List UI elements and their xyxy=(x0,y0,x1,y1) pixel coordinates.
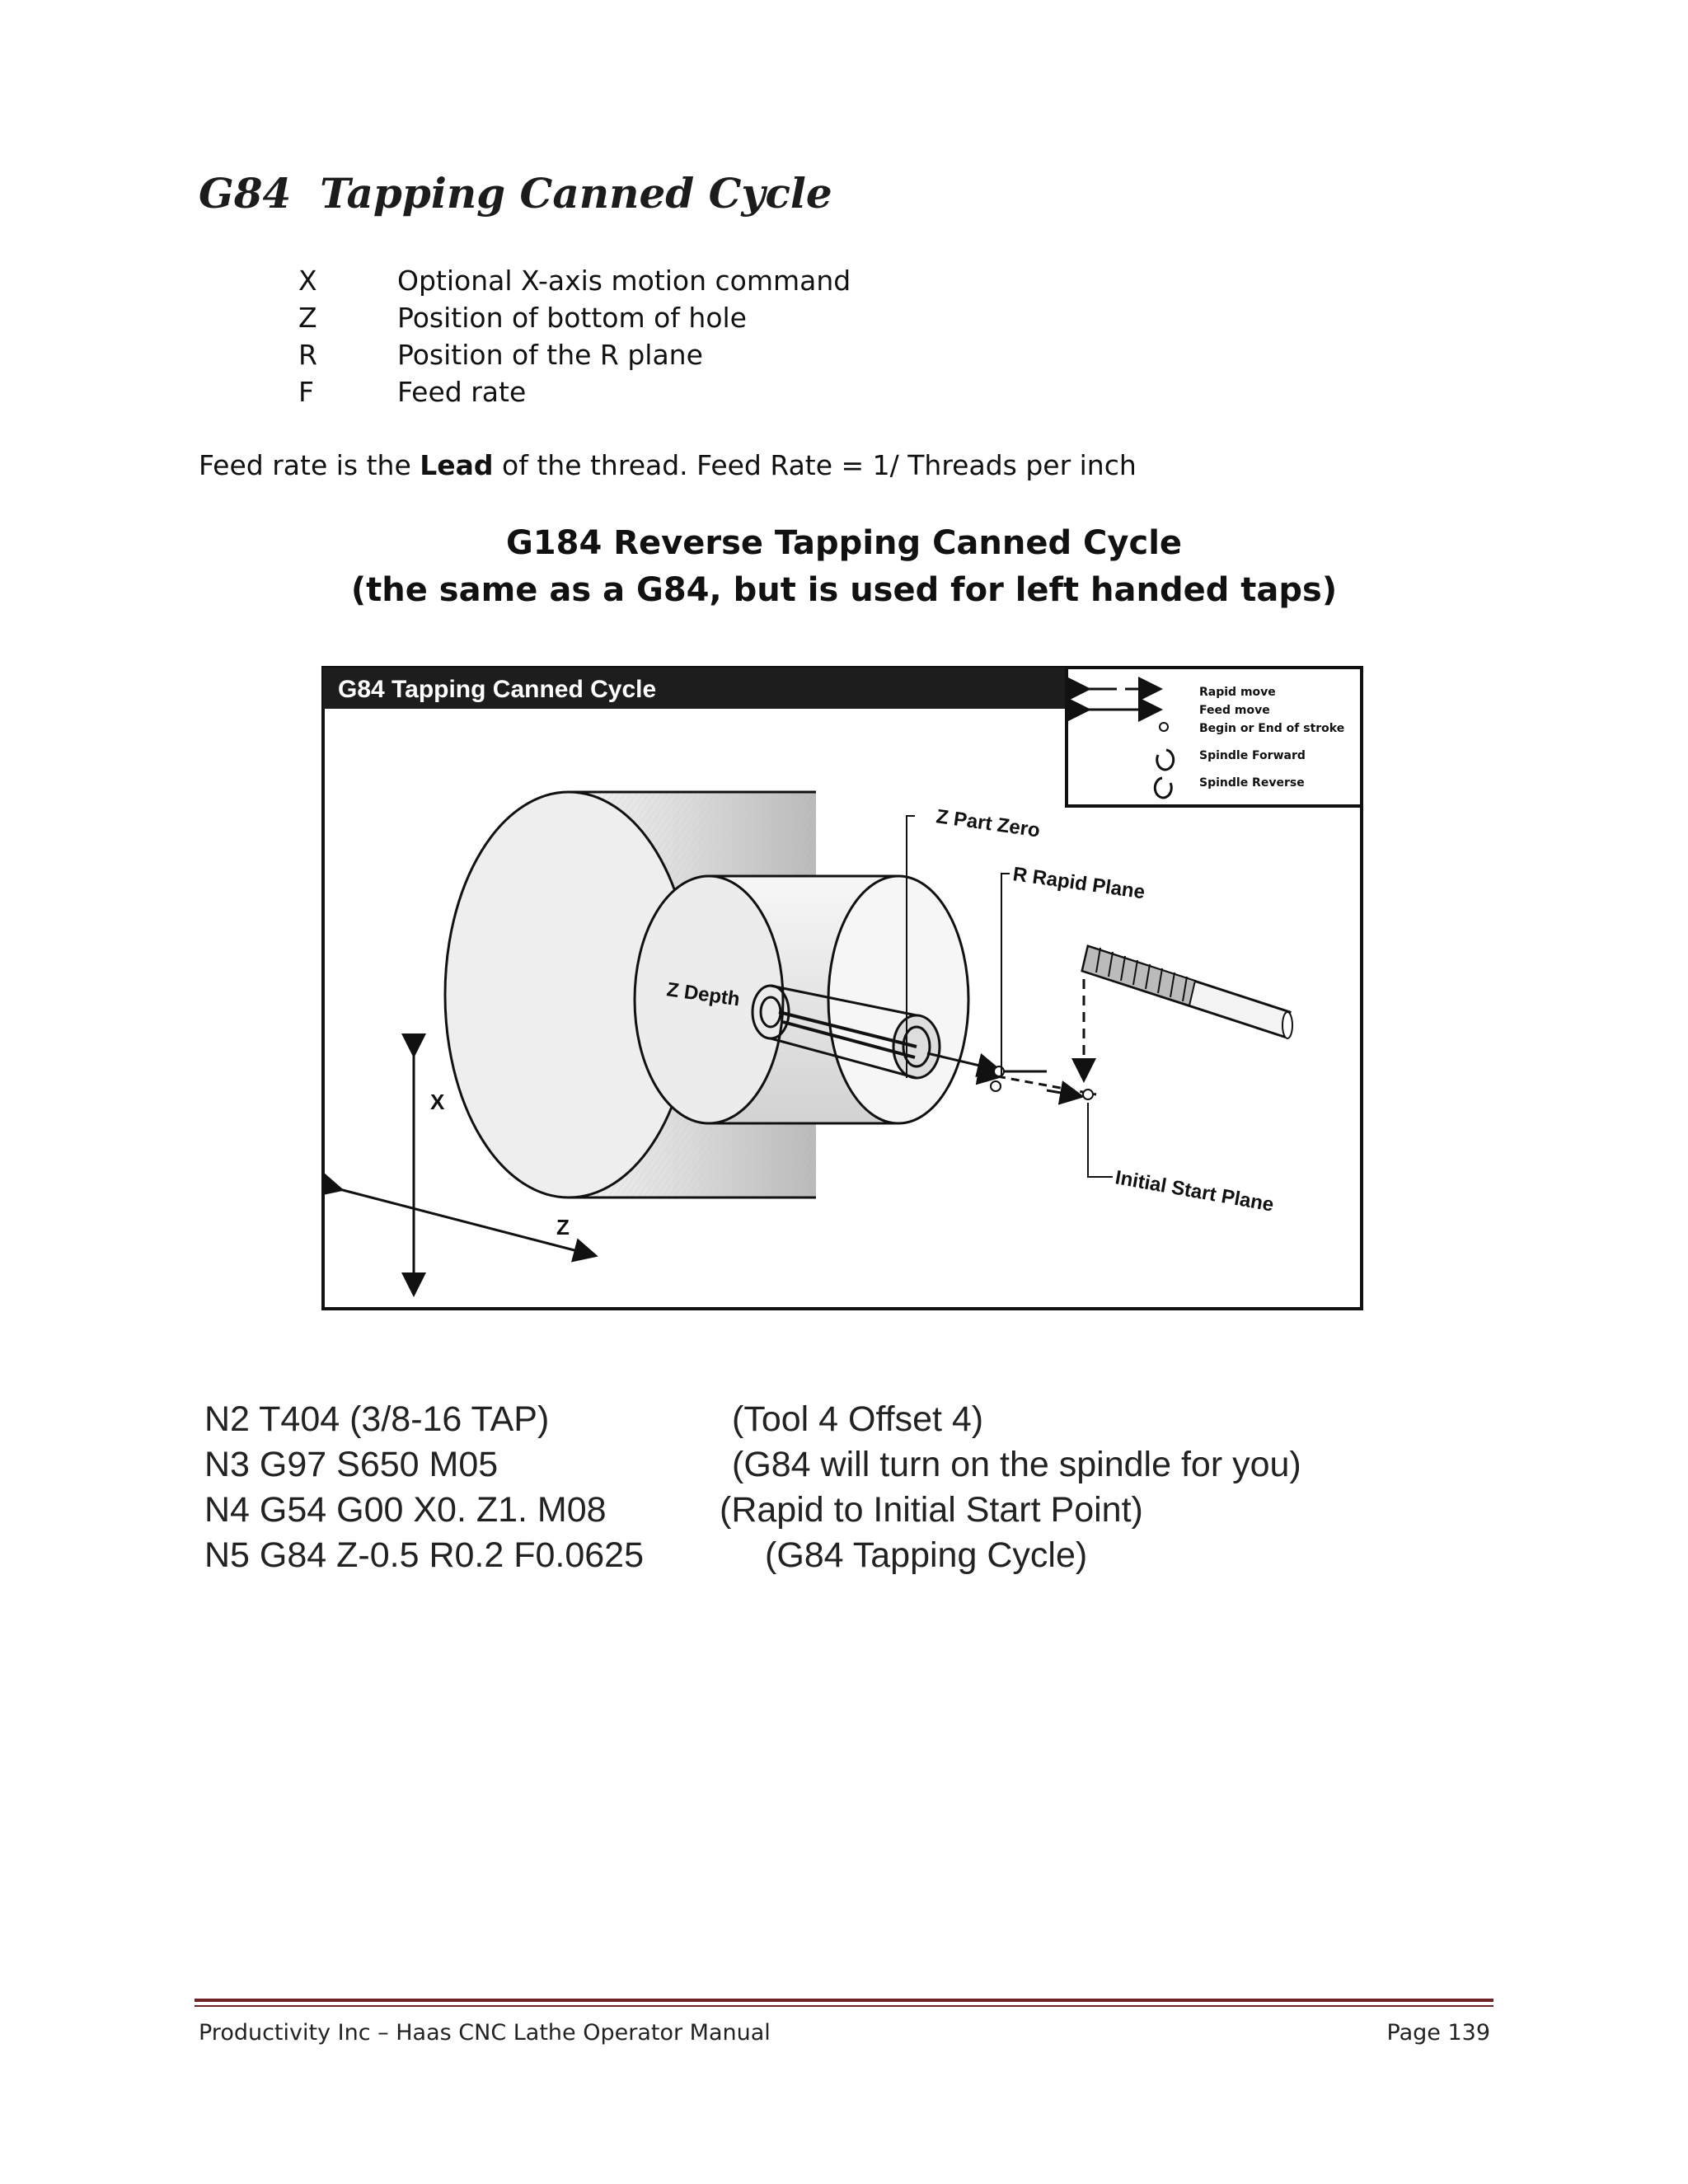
parameter-row xyxy=(298,336,851,373)
feed-note-prefix: Feed rate is the xyxy=(199,449,420,481)
footer-rule xyxy=(195,1999,1493,2002)
legend-begin-end: Begin or End of stroke xyxy=(1199,722,1345,735)
page-title: G84 Tapping Canned Cycle xyxy=(199,169,832,218)
feed-note-suffix: of the thread. Feed Rate = 1/ Threads per inch xyxy=(493,449,1137,481)
footer-rule xyxy=(195,2005,1493,2007)
r-rapid-plane-label: R Rapid Plane xyxy=(1011,863,1146,904)
z-part-zero-label: Z Part Zero xyxy=(935,805,1042,842)
z-axis-label: Z xyxy=(556,1215,570,1240)
subheading-line-2: (the same as a G84, but is used for left handed taps) xyxy=(350,571,1338,609)
initial-start-plane-label: Initial Start Plane xyxy=(1113,1166,1276,1216)
parameter-row xyxy=(298,373,851,410)
diagram-legend xyxy=(1067,668,1362,806)
code-comment: (Tool 4 Offset 4) xyxy=(732,1399,984,1439)
parameter-description: Feed rate xyxy=(397,376,527,408)
parameter-description: Position of bottom of hole xyxy=(397,302,747,334)
z-depth-label: Z Depth xyxy=(665,978,742,1011)
x-axis-label: X xyxy=(430,1090,445,1114)
parameter-row xyxy=(298,262,851,299)
legend-feed-move: Feed move xyxy=(1199,704,1270,717)
parameter-description: Optional X-axis motion command xyxy=(397,265,851,297)
feed-rate-note xyxy=(199,449,1137,481)
footer-page-number: Page 139 xyxy=(1386,2020,1490,2046)
subheading-line-1: G184 Reverse Tapping Canned Cycle xyxy=(505,524,1183,562)
parameter-letter: Z xyxy=(298,302,317,334)
parameter-letter: R xyxy=(298,339,317,371)
parameter-row xyxy=(298,299,851,336)
legend-rapid-move: Rapid move xyxy=(1199,686,1276,699)
feed-note-bold: Lead xyxy=(420,449,494,481)
code-comment: (G84 will turn on the spindle for you) xyxy=(732,1445,1301,1484)
legend-spindle-forward: Spindle Forward xyxy=(1199,749,1306,762)
diagram-header-text: G84 Tapping Canned Cycle xyxy=(338,676,657,703)
parameter-list xyxy=(298,262,851,410)
tapping-cycle-diagram xyxy=(321,666,1363,1310)
code-comment: (G84 Tapping Cycle) xyxy=(765,1535,1088,1575)
parameter-letter: F xyxy=(298,376,314,408)
parameter-description: Position of the R plane xyxy=(397,339,703,371)
footer-manual-title: Productivity Inc – Haas CNC Lathe Operator Manual xyxy=(199,2020,771,2046)
code-comment: (Rapid to Initial Start Point) xyxy=(720,1490,1143,1530)
legend-spindle-reverse: Spindle Reverse xyxy=(1199,776,1305,790)
parameter-letter: X xyxy=(298,265,317,297)
